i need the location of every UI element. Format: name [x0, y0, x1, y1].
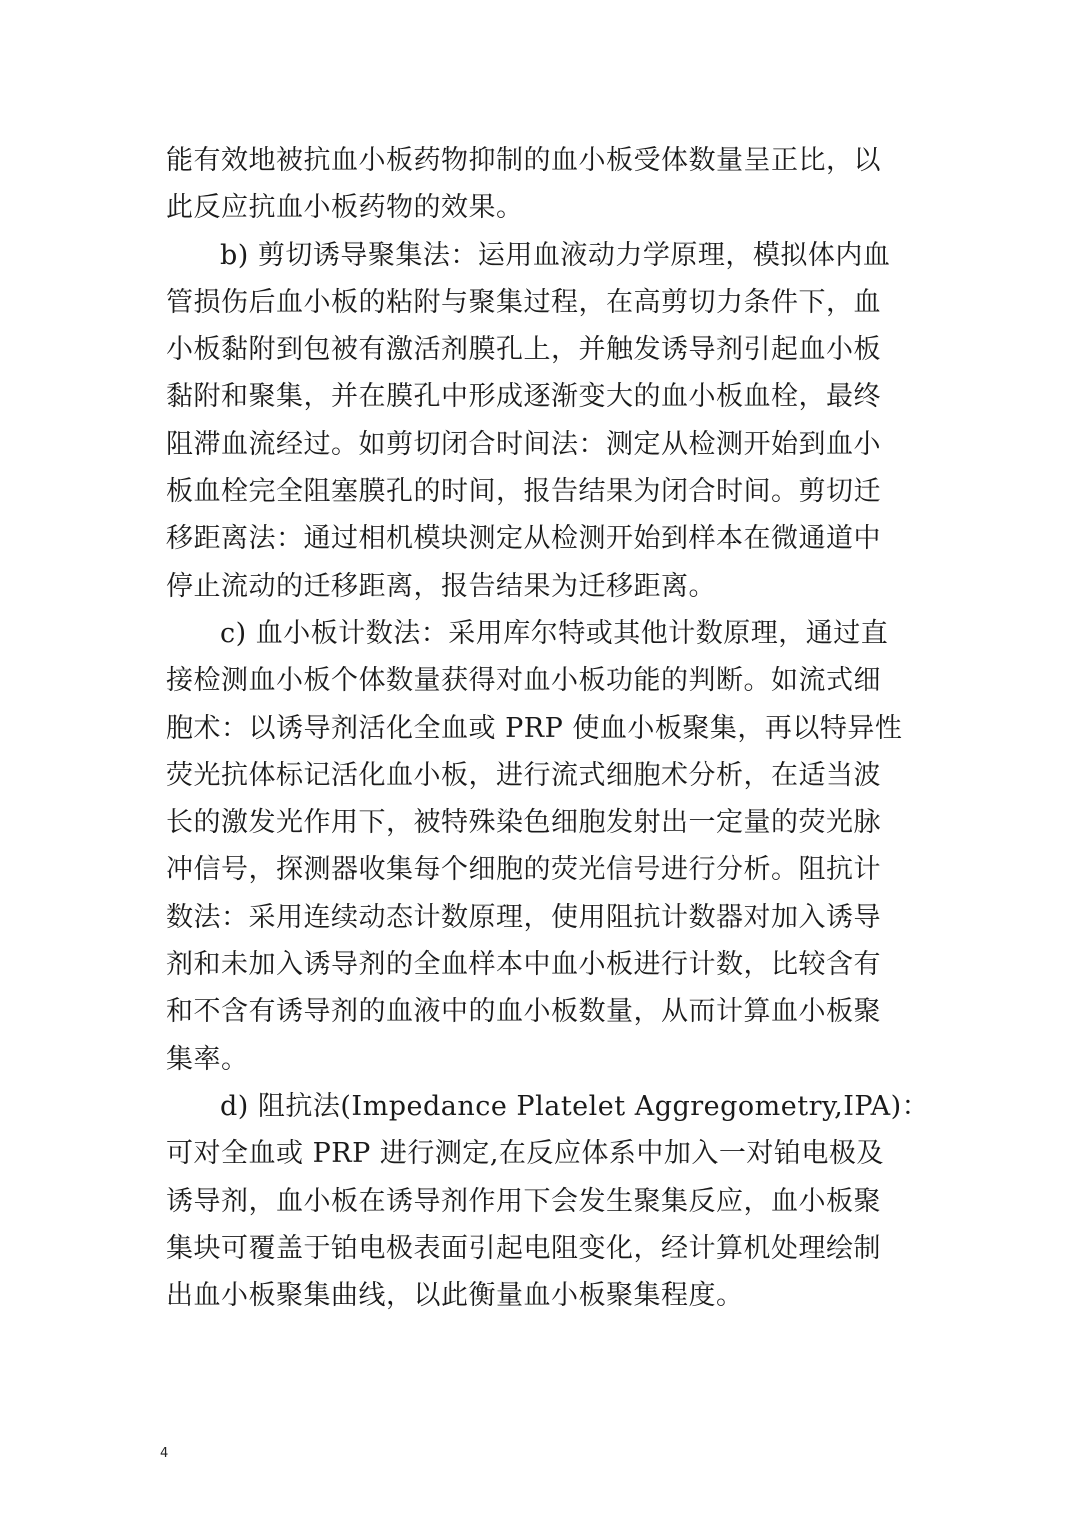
text-line: 和不含有诱导剂的血液中的血小板数量，从而计算血小板聚 — [166, 996, 881, 1028]
text-line: 集率。 — [166, 1043, 249, 1075]
text-line: 诱导剂，血小板在诱导剂作用下会发生聚集反应，血小板聚 — [166, 1185, 881, 1217]
text-line: 长的激发光作用下，被特殊染色细胞发射出一定量的荧光脉 — [166, 807, 881, 839]
text-line: d) 阻抗法(Impedance Platelet Aggregometry,IPA)： — [220, 1090, 930, 1122]
text-line: 小板黏附到包被有激活剂膜孔上，并触发诱导剂引起血小板 — [166, 334, 881, 366]
text-line: 胞术：以诱导剂活化全血或 PRP 使血小板聚集，再以特异性 — [166, 712, 903, 744]
text-line: 集块可覆盖于铂电极表面引起电阻变化，经计算机处理绘制 — [166, 1232, 881, 1264]
text-line: 冲信号，探测器收集每个细胞的荧光信号进行分析。阻抗计 — [166, 854, 881, 886]
text-line: 可对全血或 PRP 进行测定,在反应体系中加入一对铂电极及 — [166, 1138, 884, 1170]
text-line: 停止流动的迁移距离，报告结果为迁移距离。 — [166, 570, 716, 602]
text-line: 此反应抗血小板药物的效果。 — [166, 192, 524, 224]
text-line: 移距离法：通过相机模块测定从检测开始到样本在微通道中 — [166, 523, 881, 555]
body-text — [166, 137, 930, 1319]
text-line: 数法：采用连续动态计数原理，使用阻抗计数器对加入诱导 — [166, 901, 881, 933]
text-line: b) 剪切诱导聚集法：运用血液动力学原理，模拟体内血 — [220, 239, 891, 271]
page-number: 4 — [160, 1446, 169, 1461]
text-line: 接检测血小板个体数量获得对血小板功能的判断。如流式细 — [166, 665, 881, 697]
text-line: 阻滞血流经过。如剪切闭合时间法：测定从检测开始到血小 — [166, 428, 881, 460]
text-line: 荧光抗体标记活化血小板，进行流式细胞术分析，在适当波 — [166, 759, 881, 791]
text-line: 能有效地被抗血小板药物抑制的血小板受体数量呈正比，以 — [166, 145, 881, 176]
text-line: 出血小板聚集曲线，以此衡量血小板聚集程度。 — [166, 1280, 744, 1312]
text-line: 板血栓完全阻塞膜孔的时间，报告结果为闭合时间。剪切迁 — [166, 476, 881, 508]
text-line: 剂和未加入诱导剂的全血样本中血小板进行计数，比较含有 — [166, 949, 881, 981]
text-line: 黏附和聚集，并在膜孔中形成逐渐变大的血小板血栓，最终 — [166, 381, 881, 413]
text-line: c) 血小板计数法：采用库尔特或其他计数原理，通过直 — [220, 617, 889, 649]
text-line: 管损伤后血小板的粘附与聚集过程，在高剪切力条件下，血 — [166, 286, 881, 318]
